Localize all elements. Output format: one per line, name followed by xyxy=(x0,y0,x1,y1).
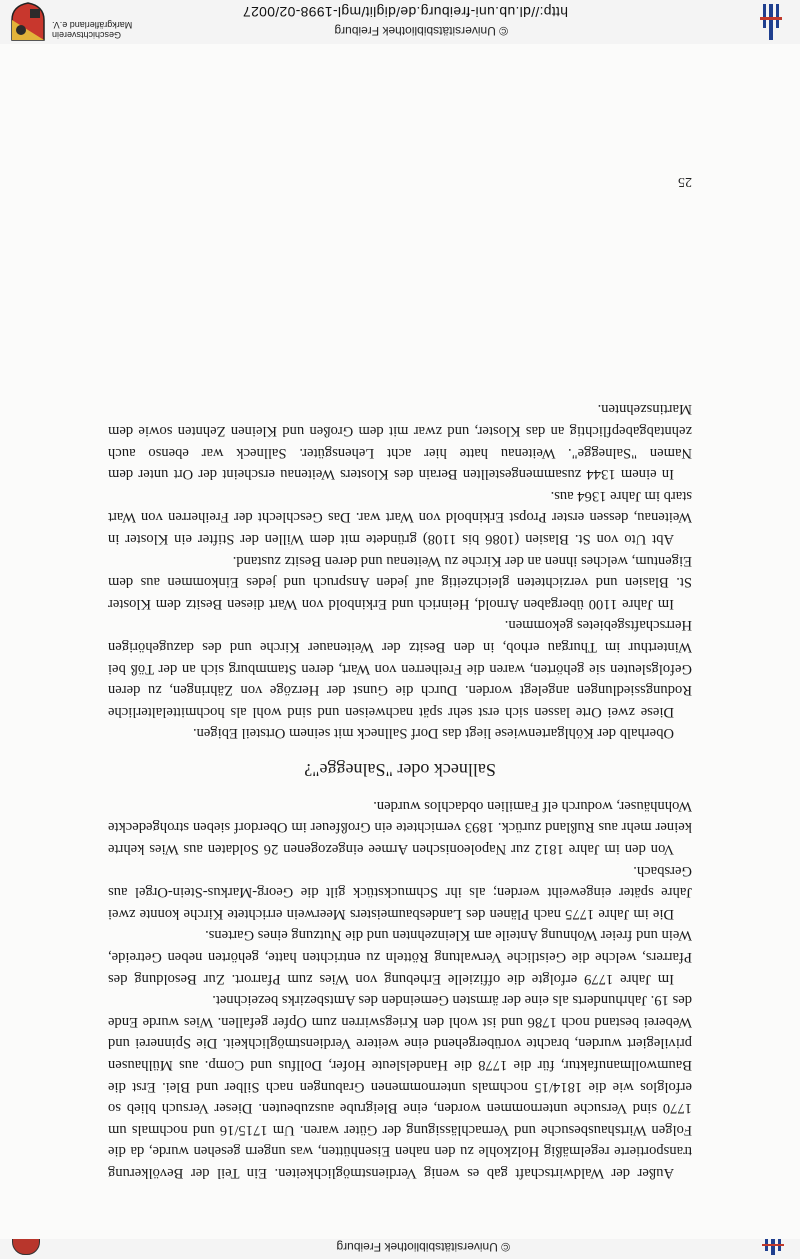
page-content xyxy=(108,398,692,1183)
coat-of-arms-icon xyxy=(10,2,46,42)
paragraph: Außer der Waldwirtschaft gab es wenig Verdienstmöglichkeiten. Ein Teil der Bevölkerung transportierte regelmäßig Holzkohle zu den nahen Eisenhütten, was ungern gesehen wurde, da die Folgen Wirtshausbesuche und Vernachlässigung der Güter waren. Um 1715/16 und nochmals um 1770 sind Versuche unternommen worden, eine Bleigrube auszubeuten. Dieser Versuch blieb so erfolglos wie die 1814/15 nochmals unternommenen Grabungen nach Silber und Blei. Erst die Baumwollmanufaktur, für die 1778 die Handelsleute Hofer, Dollfus und Comp. aus Mülhausen privilegiert wurden, brachte vorübergehend eine weitere Verdienstmöglichkeit. Die Spinnerei und Weberei bestand noch 1786 und ist wohl den Kriegswirren zum Opfer gefallen. Wies wurde Ende des 19. Jahrhunderts als eine der ärmsten Gemeinden des Amtsbezirks bezeichnet. xyxy=(108,992,692,1181)
copyright-text: © Universitätsbibliothek Freiburg xyxy=(334,24,508,38)
publisher-name: Geschichtsverein Markgräflerland e.V. xyxy=(52,20,133,40)
footer-copyright: © Universitätsbibliothek Freiburg xyxy=(336,1240,510,1254)
paragraph: Von den im Jahre 1812 zur Napoleonischen Armee eingezogenen 26 Soldaten aus Wies kehrte keiner mehr aus Rußland zurück. 1893 vernichtete ein Großfeuer im Oberdorf sieben strohgedeckte Wohnhäuser, wodurch elf Familien obdachlos wurden. xyxy=(108,797,692,858)
header-band xyxy=(0,1239,800,1259)
paragraph: Diese zwei Orte lassen sich erst sehr spät nachweisen und sind wohl als hochmittelalterliche Rodungssiedlungen angelegt worden. Durch die Gunst der Herzöge von Zähringen, zu deren Gefolgsleuten sie gehörten, waren die Freiherren von Wart, deren Stammburg sich an der Töß bei Winterthur im Thurgau erhob, in den Besitz der Weitenauer Kirche und des dazugehörigen Herrschaftsgebietes gekommen. xyxy=(108,617,692,720)
paragraph: Im Jahre 1100 übergaben Arnold, Heinrich und Erkinbold von Wart diesen Besitz dem Kloster St. Blasien und verzichteten gleichzeitig auf jeden Anspruch und jedes Einkommen aus dem Eigentum, welches ihnen an der Kirche zu Weitenau und deren Besitz zustand. xyxy=(108,552,692,612)
paragraph: Oberhalb der Köhlgartenwiese liegt das Dorf Sallneck mit seinem Ortsteil Ebigen. xyxy=(192,725,674,742)
university-logo-icon xyxy=(762,1239,784,1255)
paragraph: In einem 1344 zusammengestellten Berain des Klosters Weitenau erscheint der Ort unter dem Namen "Salnegge". Weitenau hatte hier acht Lehensgüter. Sallneck war ebenso auch zehntabgabepflichtig an das Kloster, und zwar mit dem Großen und Kleinen Zehnten sowie dem Martinszehnten. xyxy=(108,401,692,483)
coat-of-arms-icon xyxy=(12,1239,40,1255)
page-number: 25 xyxy=(678,174,692,189)
university-logo-icon xyxy=(760,4,782,40)
paragraph: Abt Uto von St. Blasien (1086 bis 1108) gründete mit dem Willen der Stifter ein Kloster in Weitenau, dessen erster Propst Erkinbold von Wart war. Das Geschlecht der Freiherren von Wart starb im Jahre 1364 aus. xyxy=(108,487,692,547)
paragraph: Die im Jahre 1775 nach Plänen des Landesbaumeisters Meerwein errichtete Kirche konnte zwei Jahre später eingeweiht werden; als ihr Schmuckstück gilt die Georg-Markus-Stein-Orgel aus Gersbach. xyxy=(108,862,692,922)
section-heading: Sallneck oder "Salnegge"? xyxy=(304,760,496,781)
paragraph: Im Jahre 1779 erfolgte die offizielle Erhebung von Wies zum Pfarrort. Zur Besoldung des Pfarrers, welche die Geistliche Verwaltung Rötteln zu entrichten hatte, gehörten neben Getreide, Wein und freier Wohnung Anteile am Kleinzehnten und die Nutzung eines Gartens. xyxy=(108,927,692,987)
footer-band xyxy=(0,0,800,44)
document-url[interactable]: http://dl.ub.uni-freiburg.de/diglit/mgl-1998-02/0027 xyxy=(242,4,568,20)
